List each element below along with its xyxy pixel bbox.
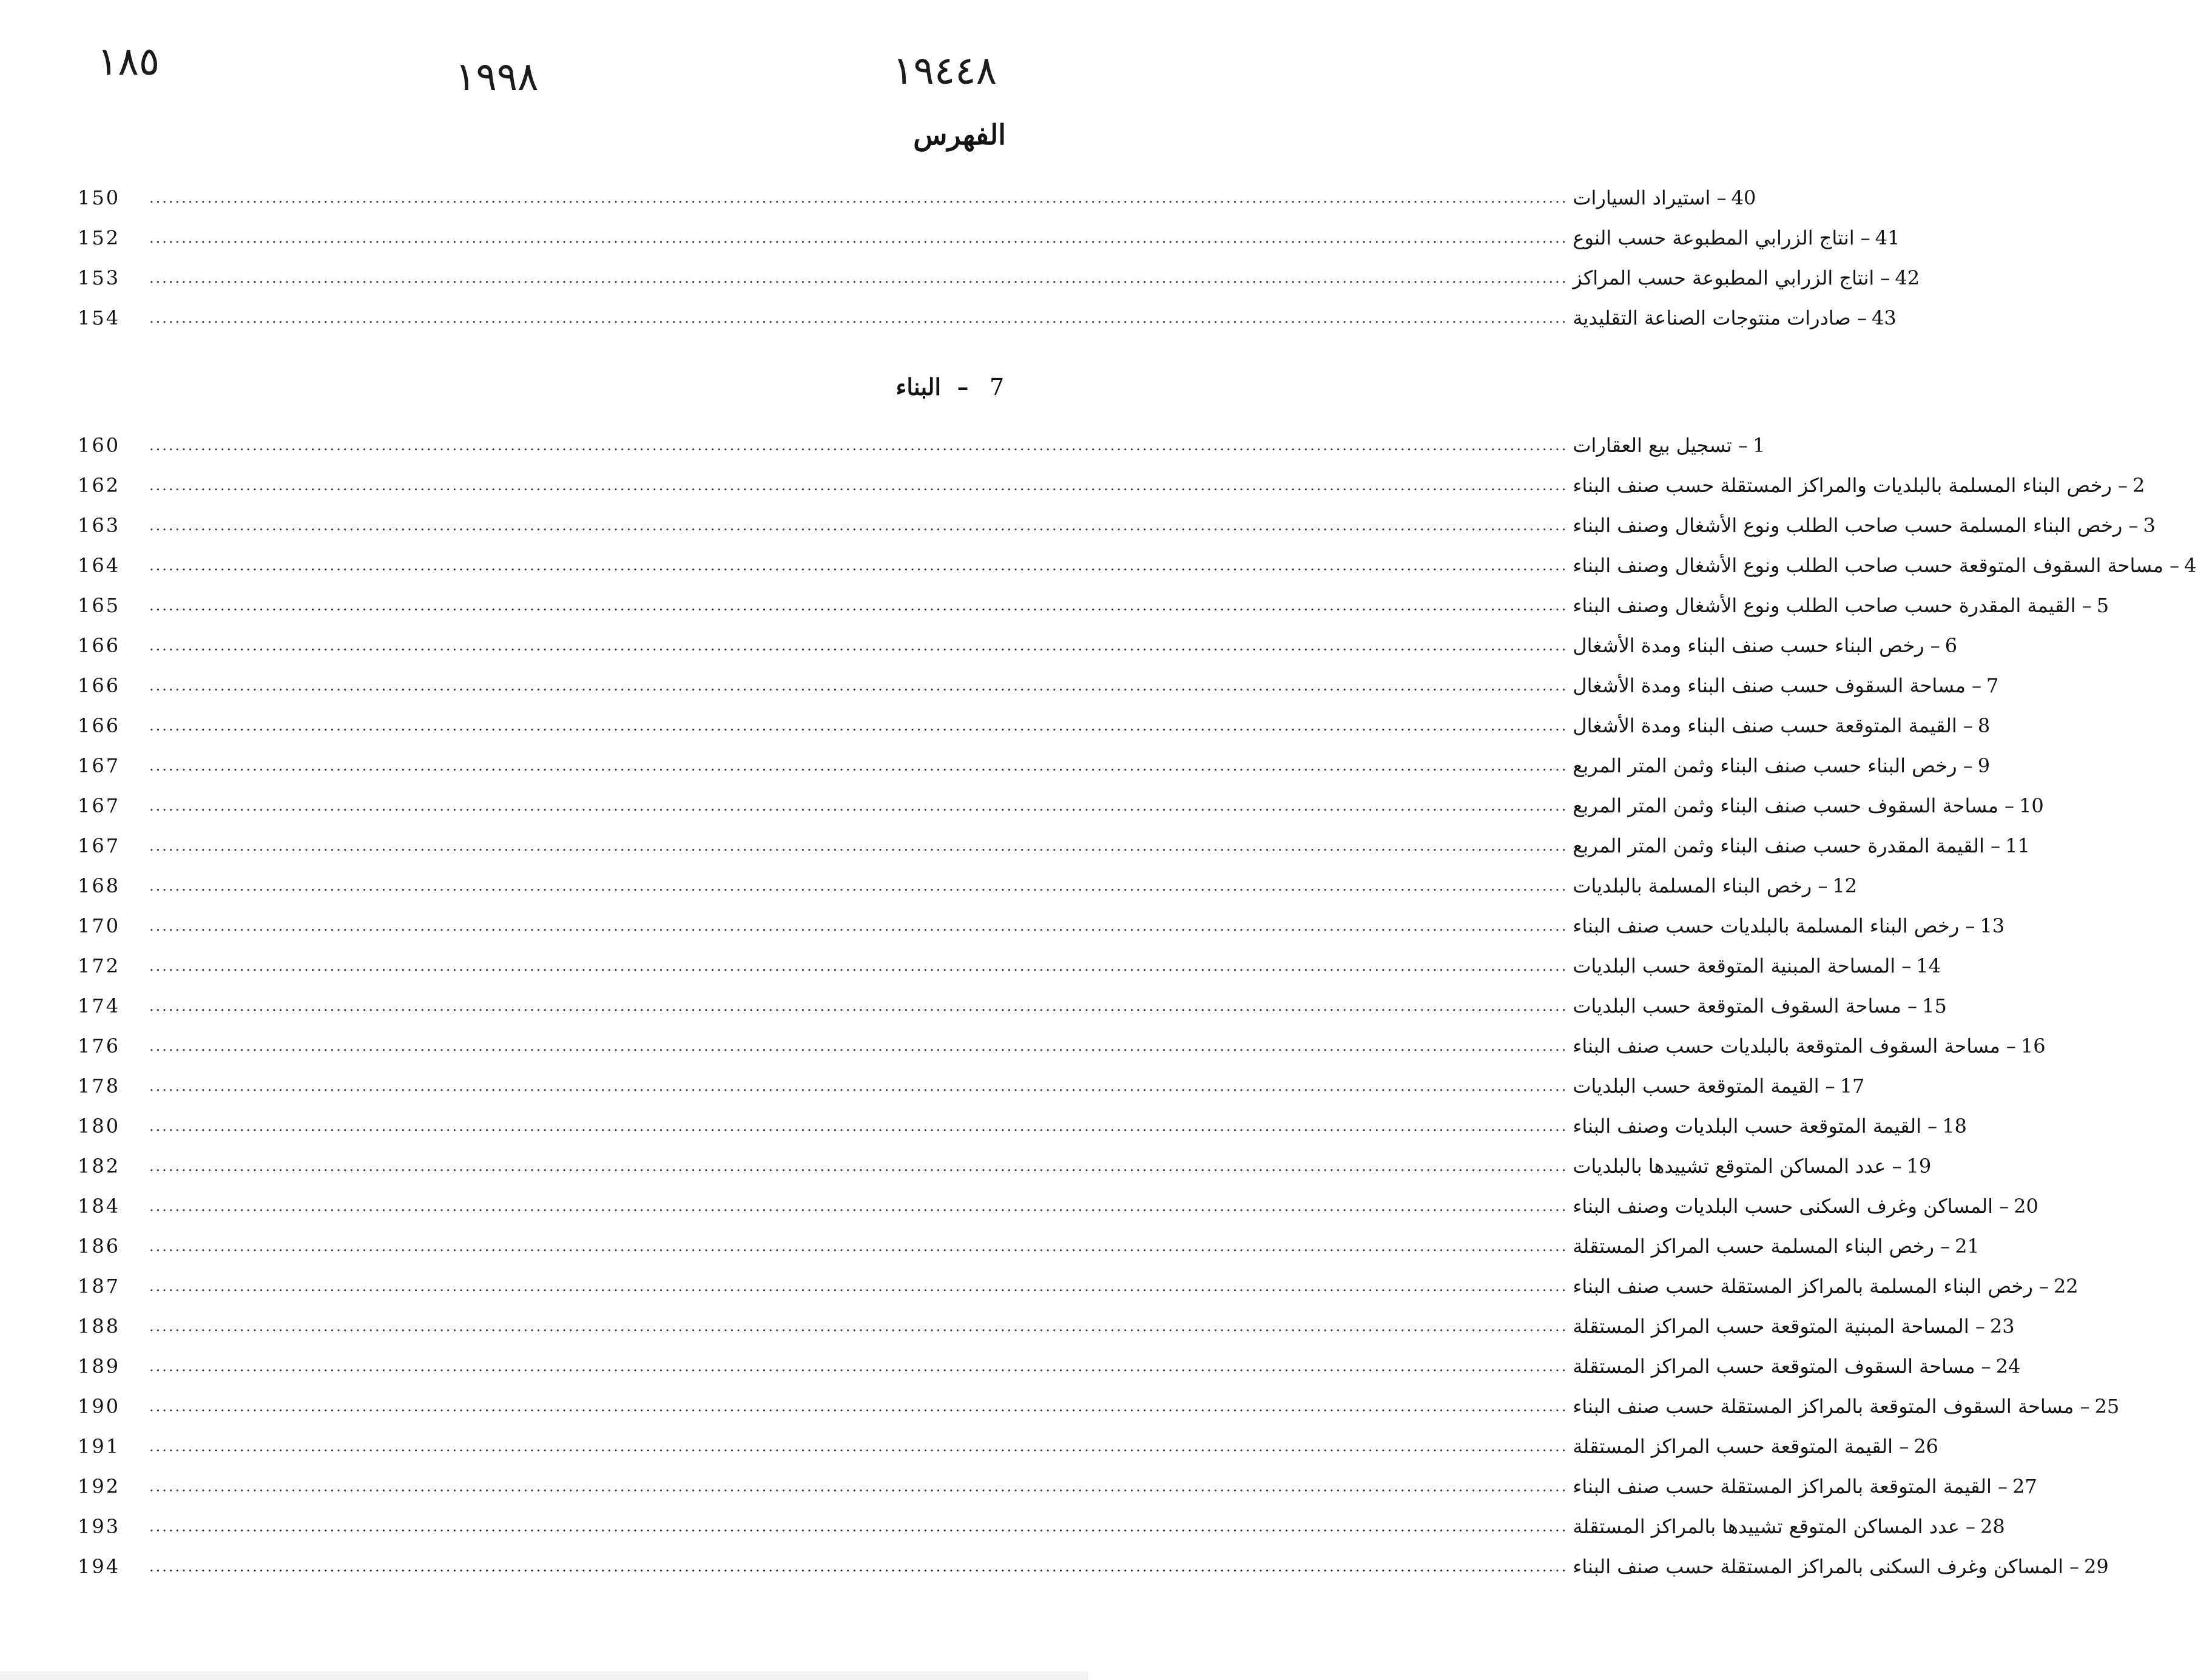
toc-entry-number: 1 bbox=[1752, 434, 1765, 457]
toc-entry-title: رخص البناء المسلمة بالمراكز المستقلة حسب صنف البناء bbox=[1573, 1275, 2033, 1298]
toc-entry-dash: – bbox=[1965, 674, 1982, 697]
toc-entry bbox=[78, 1549, 2109, 1584]
toc-page-number: 166 bbox=[78, 714, 121, 737]
toc-dot-leader: ............................................................................................................................................................................................................................ bbox=[149, 1398, 1568, 1415]
toc-entry-label bbox=[1573, 794, 2047, 817]
toc-entry-number: 16 bbox=[2020, 1034, 2046, 1058]
toc-entry bbox=[78, 300, 1897, 336]
toc-dot-leader: ............................................................................................................................................................................................................................ bbox=[149, 1478, 1568, 1495]
toc-entry-dash: – bbox=[2122, 514, 2139, 537]
toc-entry bbox=[78, 428, 1765, 463]
toc-entry-dash: – bbox=[2032, 1275, 2049, 1298]
toc-entry-label bbox=[1573, 474, 2160, 497]
toc-entry-dash: – bbox=[1850, 306, 1867, 329]
toc-dot-leader: ............................................................................................................................................................................................................................ bbox=[149, 269, 1568, 286]
toc-entry-number: 42 bbox=[1895, 266, 1920, 289]
toc-dot-leader: ............................................................................................................................................................................................................................ bbox=[149, 637, 1568, 654]
toc-entry-title: رخص البناء المسلمة حسب صاحب الطلب ونوع الأشغال وصنف البناء bbox=[1573, 514, 2123, 537]
toc-entry bbox=[78, 1269, 2079, 1304]
toc-entry-label bbox=[1573, 1355, 2023, 1378]
toc-entry-dash: – bbox=[1893, 1435, 1909, 1458]
toc-entry-label bbox=[1573, 634, 1972, 657]
toc-dot-leader: ............................................................................................................................................................................................................................ bbox=[149, 797, 1568, 814]
toc-dot-leader: ............................................................................................................................................................................................................................ bbox=[149, 557, 1568, 574]
toc-entry-dash: – bbox=[1921, 1115, 1938, 1138]
toc-entry-label bbox=[1573, 1395, 2122, 1418]
toc-entry-title: مساحة السقوف المتوقعة حسب المراكز المستقلة bbox=[1573, 1355, 1975, 1378]
toc-entry-title: رخص البناء حسب صنف البناء ومدة الأشغال bbox=[1573, 634, 1924, 657]
toc-dot-leader: ............................................................................................................................................................................................................................ bbox=[149, 1558, 1568, 1575]
toc-page-number: 186 bbox=[78, 1235, 121, 1258]
toc-entry-label bbox=[1573, 226, 1903, 249]
toc-entry-number: 27 bbox=[2012, 1475, 2037, 1498]
toc-entry-label bbox=[1573, 1195, 2042, 1218]
toc-entry-number: 17 bbox=[1839, 1074, 1865, 1098]
toc-entry bbox=[78, 1389, 2120, 1424]
toc-page-number: 163 bbox=[78, 514, 121, 537]
toc-entry bbox=[78, 988, 1947, 1024]
toc-page-number: 165 bbox=[78, 594, 121, 617]
toc-entry-label bbox=[1573, 674, 2014, 697]
toc-page-number: 193 bbox=[78, 1515, 121, 1538]
toc-entry-title: القيمة المتوقعة بالمراكز المستقلة حسب صنف البناء bbox=[1573, 1475, 1992, 1498]
toc-entry-label bbox=[1573, 1034, 2049, 1058]
toc-entry-number: 19 bbox=[1906, 1155, 1932, 1178]
toc-entry-number: 28 bbox=[1980, 1515, 2005, 1538]
toc-entry-label bbox=[1573, 914, 2008, 937]
toc-entry-dash: – bbox=[1959, 1515, 1976, 1538]
toc-page-number: 160 bbox=[78, 434, 121, 457]
toc-entry-number: 23 bbox=[1989, 1315, 2015, 1338]
toc-entry bbox=[78, 220, 1900, 255]
toc-page-number: 170 bbox=[78, 914, 121, 937]
toc-entry bbox=[78, 548, 2197, 583]
toc-page-number: 194 bbox=[78, 1555, 121, 1578]
toc-dot-leader: ............................................................................................................................................................................................................................ bbox=[149, 1438, 1568, 1455]
toc-dot-leader: ............................................................................................................................................................................................................................ bbox=[149, 717, 1568, 734]
toc-entry-number: 20 bbox=[2014, 1195, 2038, 1218]
toc-entry bbox=[78, 1309, 2015, 1344]
toc-entry-title: رخص البناء المسلمة بالبلديات والمراكز المستقلة حسب صنف البناء bbox=[1573, 474, 2112, 497]
toc-entry-label bbox=[1573, 514, 2171, 537]
toc-entry bbox=[78, 708, 1991, 743]
toc-dot-leader: ............................................................................................................................................................................................................................ bbox=[149, 1198, 1568, 1215]
toc-entry bbox=[78, 1068, 1865, 1104]
toc-entry bbox=[78, 260, 1920, 295]
toc-entry-number: 24 bbox=[1995, 1355, 2021, 1378]
toc-entry-number: 10 bbox=[2019, 794, 2044, 817]
toc-entry-dash: – bbox=[1924, 634, 1940, 657]
toc-entry-number: 14 bbox=[1916, 954, 1941, 977]
toc-dot-leader: ............................................................................................................................................................................................................................ bbox=[149, 1158, 1568, 1175]
toc-entry bbox=[78, 668, 1999, 703]
toc-entry-title: تسجيل بيع العقارات bbox=[1573, 434, 1732, 457]
toc-entry-number: 21 bbox=[1955, 1235, 1980, 1258]
toc-entry-number: 13 bbox=[1980, 914, 2005, 937]
toc-entry bbox=[78, 748, 1991, 783]
toc-entry bbox=[78, 588, 2109, 623]
toc-page-number: 191 bbox=[78, 1435, 121, 1458]
toc-dot-leader: ............................................................................................................................................................................................................................ bbox=[149, 1318, 1568, 1335]
toc-entry-title: استيراد السيارات bbox=[1573, 186, 1711, 209]
handwritten-number-right: ١٩٤٤٨ bbox=[892, 49, 997, 93]
toc-entry-title: مساحة السقوف المتوقعة بالبلديات حسب صنف البناء bbox=[1573, 1034, 2000, 1058]
toc-page-number: 187 bbox=[78, 1275, 121, 1298]
toc-page-number: 184 bbox=[78, 1195, 121, 1218]
handwritten-number-center: ١٩٩٨ bbox=[455, 55, 539, 100]
toc-page-number: 192 bbox=[78, 1475, 121, 1498]
toc-entry-label bbox=[1573, 1515, 2008, 1538]
toc-page-number: 152 bbox=[78, 226, 121, 249]
toc-entry-dash: – bbox=[1854, 226, 1870, 249]
toc-entry-dash: – bbox=[1812, 874, 1828, 897]
toc-dot-leader: ............................................................................................................................................................................................................................ bbox=[149, 877, 1568, 894]
toc-entry-dash: – bbox=[2111, 474, 2128, 497]
toc-entry-label bbox=[1573, 994, 1950, 1017]
toc-entry-title: المساحة المبنية المتوقعة حسب البلديات bbox=[1573, 954, 1896, 977]
toc-page-number: 176 bbox=[78, 1034, 121, 1058]
toc-entry-number: 26 bbox=[1914, 1435, 1938, 1458]
toc-entry-dash: – bbox=[2063, 1555, 2080, 1578]
toc-entry-number: 5 bbox=[2096, 594, 2109, 617]
toc-entry bbox=[78, 1469, 2037, 1504]
toc-dot-leader: ............................................................................................................................................................................................................................ bbox=[149, 837, 1568, 854]
toc-entry bbox=[78, 788, 2044, 823]
toc-entry-label bbox=[1573, 1435, 1941, 1458]
toc-entry-label bbox=[1573, 434, 1781, 457]
toc-entry bbox=[78, 508, 2156, 543]
toc-entry bbox=[78, 828, 2030, 863]
section-heading bbox=[896, 373, 1008, 400]
toc-entry-label bbox=[1573, 1115, 1970, 1138]
toc-dot-leader: ............................................................................................................................................................................................................................ bbox=[149, 677, 1568, 694]
toc-entry-label bbox=[1573, 834, 2033, 857]
toc-page-number: 153 bbox=[78, 266, 121, 289]
toc-entry bbox=[78, 948, 1941, 983]
toc-page-number: 162 bbox=[78, 474, 121, 497]
toc-page-number: 166 bbox=[78, 674, 121, 697]
toc-page-number: 154 bbox=[78, 306, 121, 329]
toc-entry-dash: – bbox=[1975, 1355, 1991, 1378]
toc-entry-dash: – bbox=[1993, 1195, 2009, 1218]
toc-entry-label bbox=[1573, 754, 2005, 777]
toc-dot-leader: ............................................................................................................................................................................................................................ bbox=[149, 309, 1568, 326]
toc-entry-label bbox=[1573, 306, 1900, 329]
toc-page-number: 168 bbox=[78, 874, 121, 897]
toc-dot-leader: ............................................................................................................................................................................................................................ bbox=[149, 1238, 1568, 1255]
toc-dot-leader: ............................................................................................................................................................................................................................ bbox=[149, 189, 1568, 206]
toc-entry-title: المساكن وغرف السكنى بالمراكز المستقلة حسب صنف البناء bbox=[1573, 1555, 2063, 1578]
toc-page-number: 178 bbox=[78, 1074, 121, 1098]
toc-entry-label bbox=[1573, 594, 2124, 617]
toc-entry-label bbox=[1573, 186, 1759, 209]
toc-entry bbox=[78, 1229, 1980, 1264]
toc-entry-dash: – bbox=[1874, 266, 1890, 289]
toc-entry bbox=[78, 628, 1958, 663]
toc-entry-title: انتاج الزرابي المطبوعة حسب المراكز bbox=[1573, 266, 1875, 289]
toc-dot-leader: ............................................................................................................................................................................................................................ bbox=[149, 917, 1568, 934]
toc-entry-dash: – bbox=[1895, 954, 1912, 977]
toc-entry bbox=[78, 1429, 1938, 1464]
toc-entry-dash: – bbox=[2075, 594, 2092, 617]
toc-dot-leader: ............................................................................................................................................................................................................................ bbox=[149, 1118, 1568, 1135]
toc-entry-number: 2 bbox=[2133, 474, 2145, 497]
toc-entry-title: صادرات منتوجات الصناعة التقليدية bbox=[1573, 306, 1851, 329]
toc-entry-number: 7 bbox=[1986, 674, 1999, 697]
toc-page-number: 189 bbox=[78, 1355, 121, 1378]
toc-entry-dash: – bbox=[1957, 754, 1973, 777]
toc-page-number: 182 bbox=[78, 1155, 121, 1178]
scan-bottom-edge bbox=[0, 1672, 1088, 1680]
toc-entry-dash: – bbox=[2074, 1395, 2090, 1418]
toc-dot-leader: ............................................................................................................................................................................................................................ bbox=[149, 1037, 1568, 1054]
toc-entry-number: 29 bbox=[2084, 1555, 2109, 1578]
toc-entry-title: القيمة المتوقعة حسب المراكز المستقلة bbox=[1573, 1435, 1893, 1458]
toc-entry-title: المساكن وغرف السكنى حسب البلديات وصنف البناء bbox=[1573, 1195, 1993, 1218]
toc-entry-dash: – bbox=[1991, 1475, 2008, 1498]
toc-page-number: 180 bbox=[78, 1115, 121, 1138]
toc-entry-dash: – bbox=[1969, 1315, 1985, 1338]
toc-entry bbox=[78, 1509, 2005, 1544]
toc-entry-number: 3 bbox=[2143, 514, 2156, 537]
toc-entry-number: 15 bbox=[1922, 994, 1947, 1017]
toc-entry-number: 8 bbox=[1977, 714, 1991, 737]
toc-entry-number: 12 bbox=[1832, 874, 1858, 897]
toc-entry bbox=[78, 180, 1756, 215]
toc-entry-dash: – bbox=[1819, 1074, 1835, 1098]
toc-entry-dash: – bbox=[1934, 1235, 1951, 1258]
toc-dot-leader: ............................................................................................................................................................................................................................ bbox=[149, 1078, 1568, 1095]
toc-entry bbox=[78, 468, 2145, 503]
toc-entry-number: 6 bbox=[1944, 634, 1958, 657]
toc-dot-leader: ............................................................................................................................................................................................................................ bbox=[149, 229, 1568, 246]
toc-entry-label bbox=[1573, 1235, 1983, 1258]
toc-dot-leader: ............................................................................................................................................................................................................................ bbox=[149, 997, 1568, 1014]
toc-entry-number: 41 bbox=[1875, 226, 1900, 249]
toc-entry-dash: – bbox=[1886, 1155, 1902, 1178]
toc-entry-label bbox=[1573, 1155, 1934, 1178]
toc-entry-label bbox=[1573, 954, 1944, 977]
handwritten-number-left: ١٨٥ bbox=[97, 39, 160, 84]
toc-entry-dash: – bbox=[1731, 434, 1748, 457]
toc-entry-title: مساحة السقوف حسب صنف البناء ومدة الأشغال bbox=[1573, 674, 1966, 697]
toc-entry-title: عدد المساكن المتوقع تشييدها بالمراكز المستقلة bbox=[1573, 1515, 1960, 1538]
toc-entry-dash: – bbox=[1984, 834, 2001, 857]
toc-entry-title: القيمة المقدرة حسب صنف البناء وثمن المتر المربع bbox=[1573, 834, 1984, 857]
toc-entry-number: 11 bbox=[2005, 834, 2030, 857]
toc-entry-title: مساحة السقوف المتوقعة حسب صاحب الطلب ونوع الأشغال وصنف البناء bbox=[1573, 554, 2163, 577]
toc-dot-leader: ............................................................................................................................................................................................................................ bbox=[149, 1358, 1568, 1375]
toc-page-number: 174 bbox=[78, 994, 121, 1017]
toc-dot-leader: ............................................................................................................................................................................................................................ bbox=[149, 1278, 1568, 1295]
toc-entry bbox=[78, 1149, 1932, 1184]
toc-entry bbox=[78, 1028, 2046, 1064]
toc-entry-dash: – bbox=[1710, 186, 1727, 209]
toc-entry-title: انتاج الزرابي المطبوعة حسب النوع bbox=[1573, 226, 1855, 249]
toc-page-number: 167 bbox=[78, 794, 121, 817]
toc-entry-title: رخص البناء المسلمة حسب المراكز المستقلة bbox=[1573, 1235, 1934, 1258]
toc-entry-title: عدد المساكن المتوقع تشييدها بالبلديات bbox=[1573, 1155, 1886, 1178]
toc-entry-title: القيمة المتوقعة حسب البلديات bbox=[1573, 1074, 1819, 1098]
toc-entry-dash: – bbox=[1957, 714, 1973, 737]
toc-entry-dash: – bbox=[1959, 914, 1975, 937]
toc-entry-number: 22 bbox=[2053, 1275, 2079, 1298]
toc-dot-leader: ............................................................................................................................................................................................................................ bbox=[149, 597, 1568, 614]
toc-entry-number: 4 bbox=[2184, 554, 2197, 577]
toc-entry-label bbox=[1573, 1475, 2040, 1498]
toc-dot-leader: ............................................................................................................................................................................................................................ bbox=[149, 517, 1568, 534]
toc-dot-leader: ............................................................................................................................................................................................................................ bbox=[149, 957, 1568, 974]
toc-entry-number: 9 bbox=[1977, 754, 1991, 777]
toc-page-number: 167 bbox=[78, 834, 121, 857]
toc-entry bbox=[78, 1108, 1967, 1144]
toc-entry-title: رخص البناء حسب صنف البناء وثمن المتر المربع bbox=[1573, 754, 1957, 777]
toc-entry-number: 40 bbox=[1731, 186, 1756, 209]
toc-entry bbox=[78, 908, 2005, 943]
page-title: الفهرس bbox=[913, 118, 1006, 151]
toc-entry-title: القيمة المتوقعة حسب البلديات وصنف البناء bbox=[1573, 1115, 1921, 1138]
toc-entry-number: 25 bbox=[2094, 1395, 2120, 1418]
toc-page-number: 172 bbox=[78, 954, 121, 977]
toc-entry-label bbox=[1573, 554, 2212, 577]
toc-entry-title: القيمة المتوقعة حسب صنف البناء ومدة الأشغال bbox=[1573, 714, 1957, 737]
toc-entry-label bbox=[1573, 1555, 2112, 1578]
toc-page-number: 188 bbox=[78, 1315, 121, 1338]
section-title: البناء bbox=[895, 373, 942, 400]
toc-entry-title: رخص البناء المسلمة بالبلديات bbox=[1573, 874, 1812, 897]
toc-page-number: 190 bbox=[78, 1395, 121, 1418]
toc-page-number: 166 bbox=[78, 634, 121, 657]
toc-page-number: 167 bbox=[78, 754, 121, 777]
toc-entry-label bbox=[1573, 1275, 2082, 1298]
toc-entry-title: مساحة السقوف المتوقعة بالمراكز المستقلة حسب صنف البناء bbox=[1573, 1395, 2074, 1418]
toc-dot-leader: ............................................................................................................................................................................................................................ bbox=[149, 477, 1568, 494]
toc-entry bbox=[78, 1189, 2038, 1224]
toc-entry-dash: – bbox=[1998, 794, 2015, 817]
toc-entry-label bbox=[1573, 874, 1860, 897]
toc-entry-title: المساحة المبنية المتوقعة حسب المراكز المستقلة bbox=[1573, 1315, 1969, 1338]
section-dash: – bbox=[949, 373, 977, 400]
toc-entry-number: 18 bbox=[1942, 1115, 1967, 1138]
toc-entry bbox=[78, 868, 1858, 903]
toc-entry-label bbox=[1573, 266, 1923, 289]
toc-page-number: 164 bbox=[78, 554, 121, 577]
toc-entry-label bbox=[1573, 1315, 2018, 1338]
toc-entry-dash: – bbox=[2000, 1034, 2016, 1058]
section-number: 7 bbox=[990, 374, 1005, 400]
toc-entry-dash: – bbox=[1901, 994, 1918, 1017]
toc-entry-dash: – bbox=[2163, 554, 2180, 577]
toc-entry-label bbox=[1573, 1074, 1867, 1098]
toc-dot-leader: ............................................................................................................................................................................................................................ bbox=[149, 437, 1568, 454]
toc-entry-title: رخص البناء المسلمة بالبلديات حسب صنف البناء bbox=[1573, 914, 1960, 937]
toc-entry-title: القيمة المقدرة حسب صاحب الطلب ونوع الأشغال وصنف البناء bbox=[1573, 594, 2076, 617]
toc-entry-label bbox=[1573, 714, 2006, 737]
toc-entry-title: مساحة السقوف حسب صنف البناء وثمن المتر المربع bbox=[1573, 794, 1998, 817]
toc-entry-title: مساحة السقوف المتوقعة حسب البلديات bbox=[1573, 994, 1901, 1017]
toc-page-number: 150 bbox=[78, 186, 121, 209]
toc-dot-leader: ............................................................................................................................................................................................................................ bbox=[149, 757, 1568, 774]
toc-dot-leader: ............................................................................................................................................................................................................................ bbox=[149, 1518, 1568, 1535]
toc-entry bbox=[78, 1349, 2021, 1384]
toc-entry-number: 43 bbox=[1871, 306, 1897, 329]
